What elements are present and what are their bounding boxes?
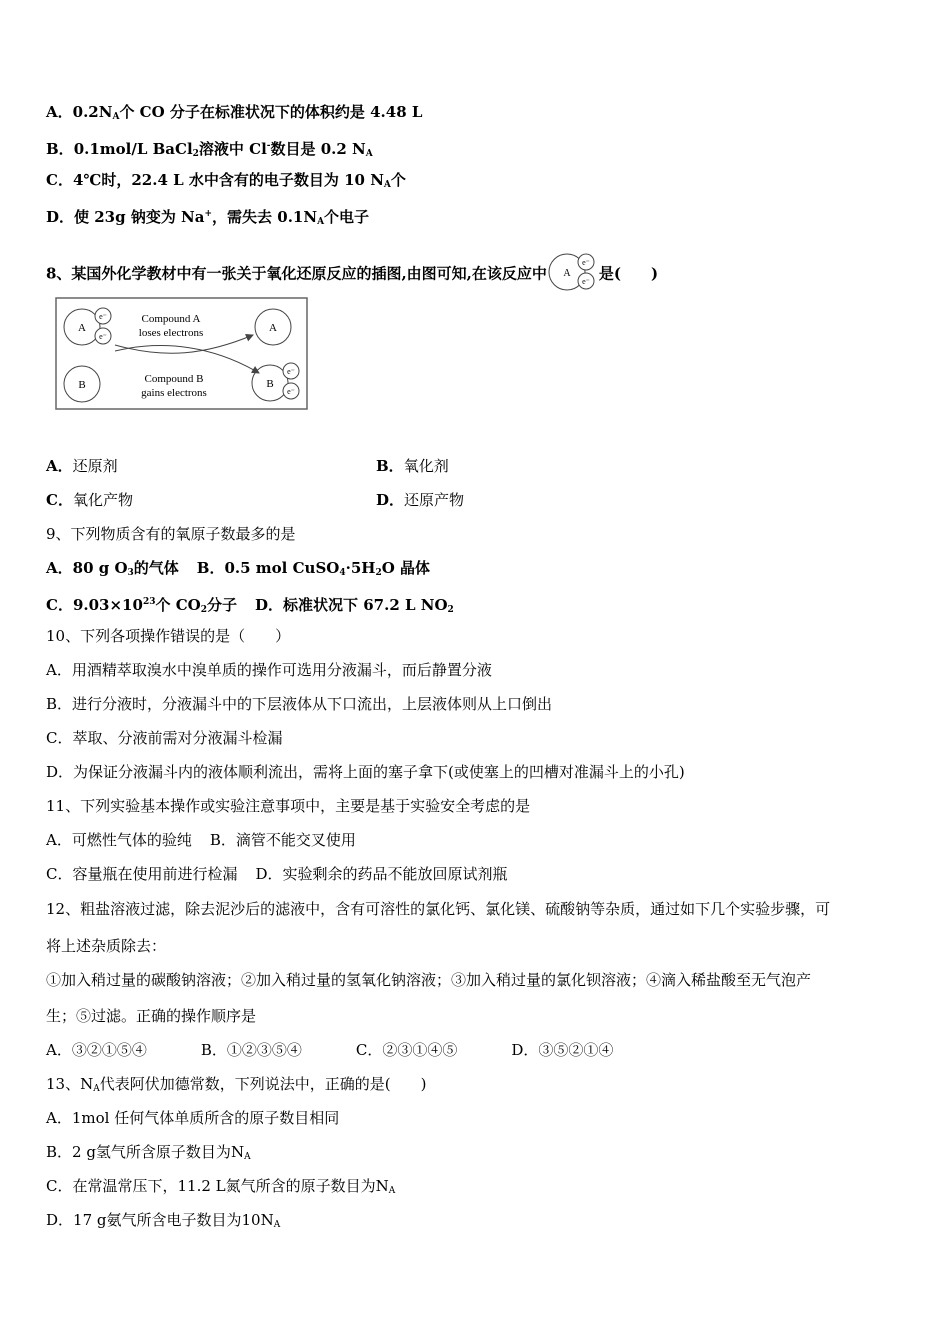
q12-stem-line1: 12、粗盐溶液过滤，除去泥沙后的滤液中，含有可溶性的氯化钙、氯化镁、硫酸钠等杂质，通过如下几个实验步骤，可 — [46, 900, 831, 918]
q11-options-ab: A．可燃性气体的验纯 B．滴管不能交叉使用 — [46, 831, 356, 849]
q13-option-d: D．17 g氨气所含电子数目为$10N_A$ — [46, 1211, 281, 1230]
q10-option-c: C．萃取、分液前需对分液漏斗检漏 — [46, 729, 283, 747]
q9-stem: 9、下列物质含有的氧原子数最多的是 — [46, 525, 296, 543]
svg-text:e⁻: e⁻ — [582, 277, 590, 286]
svg-text:Compound B: Compound B — [144, 373, 204, 385]
svg-text:B: B — [78, 379, 86, 391]
svg-text:A: A — [269, 322, 277, 334]
inline-atom-figure — [547, 250, 599, 299]
svg-text:Compound A: Compound A — [141, 313, 201, 325]
q12-options: A．③②①⑤④ B．①②③⑤④ C．②③①④⑤ D．③⑤②①④ — [46, 1041, 614, 1059]
svg-text:A: A — [563, 268, 571, 279]
q13-option-b: B．2 g氢气所含原子数目为$N_A$ — [46, 1143, 251, 1162]
svg-text:e⁻: e⁻ — [99, 332, 107, 341]
svg-text:e⁻: e⁻ — [287, 387, 295, 396]
q11-stem: 11、下列实验基本操作或实验注意事项中，主要是基于实验安全考虑的是 — [46, 797, 531, 815]
q7-option-d: D．使 23g 钠变为 Na+，需失去 $0.1N_A$个电子 — [46, 208, 370, 227]
q8-option-b: B．氧化剂 — [376, 457, 449, 475]
q10-option-b: B．进行分液时，分液漏斗中的下层液体从下口流出，上层液体则从上口倒出 — [46, 695, 553, 713]
q12-stem-line3: ①加入稍过量的碳酸钠溶液；②加入稍过量的氢氧化钠溶液；③加入稍过量的氯化钡溶液；④滴入稀盐酸至无气泡产 — [46, 971, 812, 989]
q10-option-a: A．用酒精萃取溴水中溴单质的操作可选用分液漏斗，而后静置分液 — [46, 661, 492, 679]
q13-option-c: C．在常温常压下，11.2 L氮气所含的原子数目为$N_A$ — [46, 1177, 396, 1196]
q7-option-b: B．0.1mol/L BaCl$_2$溶液中 Cl-数目是 0.2 $N_A$ — [46, 140, 373, 159]
q8-stem: 8、某国外化学教材中有一张关于氧化还原反应的插图,由图可知,在该反应中 A e⁻ e⁻ 是( ) — [46, 250, 658, 299]
q13-option-a: A．1mol 任何气体单质所含的原子数目相同 — [46, 1109, 340, 1127]
q10-stem: 10、下列各项操作错误的是（ ） — [46, 627, 291, 645]
svg-text:loses electrons: loses electrons — [138, 327, 204, 339]
svg-text:e⁻: e⁻ — [582, 258, 590, 267]
q12-stem-line2: 将上述杂质除去： — [46, 937, 167, 955]
q8-options-row1: A．还原剂 — [46, 457, 118, 475]
svg-text:e⁻: e⁻ — [287, 367, 295, 376]
svg-text:gains electrons: gains electrons — [141, 387, 207, 399]
q12-stem-line4: 生；⑤过滤。正确的操作顺序是 — [46, 1007, 257, 1025]
q8-option-c: C．氧化产物 — [46, 491, 133, 509]
q9-options-ab: A．80 g $O_3$的气体 B．0.5 mol $CuSO_4\cdot 5H_2O$ 晶体 — [46, 559, 431, 578]
q13-stem: 13、$N_A$代表阿伏加德常数，下列说法中，正确的是( ) — [46, 1075, 427, 1094]
redox-diagram — [55, 297, 309, 415]
q11-options-cd: C．容量瓶在使用前进行检漏 D．实验剩余的药品不能放回原试剂瓶 — [46, 865, 508, 883]
q10-option-d: D．为保证分液漏斗内的液体顺利流出，需将上面的塞子拿下(或使塞上的凹槽对准漏斗上的小孔) — [46, 763, 685, 781]
svg-text:A: A — [78, 322, 86, 334]
svg-text:e⁻: e⁻ — [99, 312, 107, 321]
svg-text:B: B — [266, 378, 274, 390]
q8-option-d: D．还原产物 — [376, 491, 465, 509]
q7-option-c: C．4℃时，22.4 L 水中含有的电子数目为 10 $N_A$个 — [46, 171, 406, 190]
q9-options-cd: C．$9.03\times 10^{23}$个 $CO_2$分子 D．标准状况下 67.2 L $NO_2$ — [46, 596, 454, 615]
q7-option-a: A．$0.2N_A$个 CO 分子在标准状况下的体积约是 4.48 L — [46, 103, 423, 122]
